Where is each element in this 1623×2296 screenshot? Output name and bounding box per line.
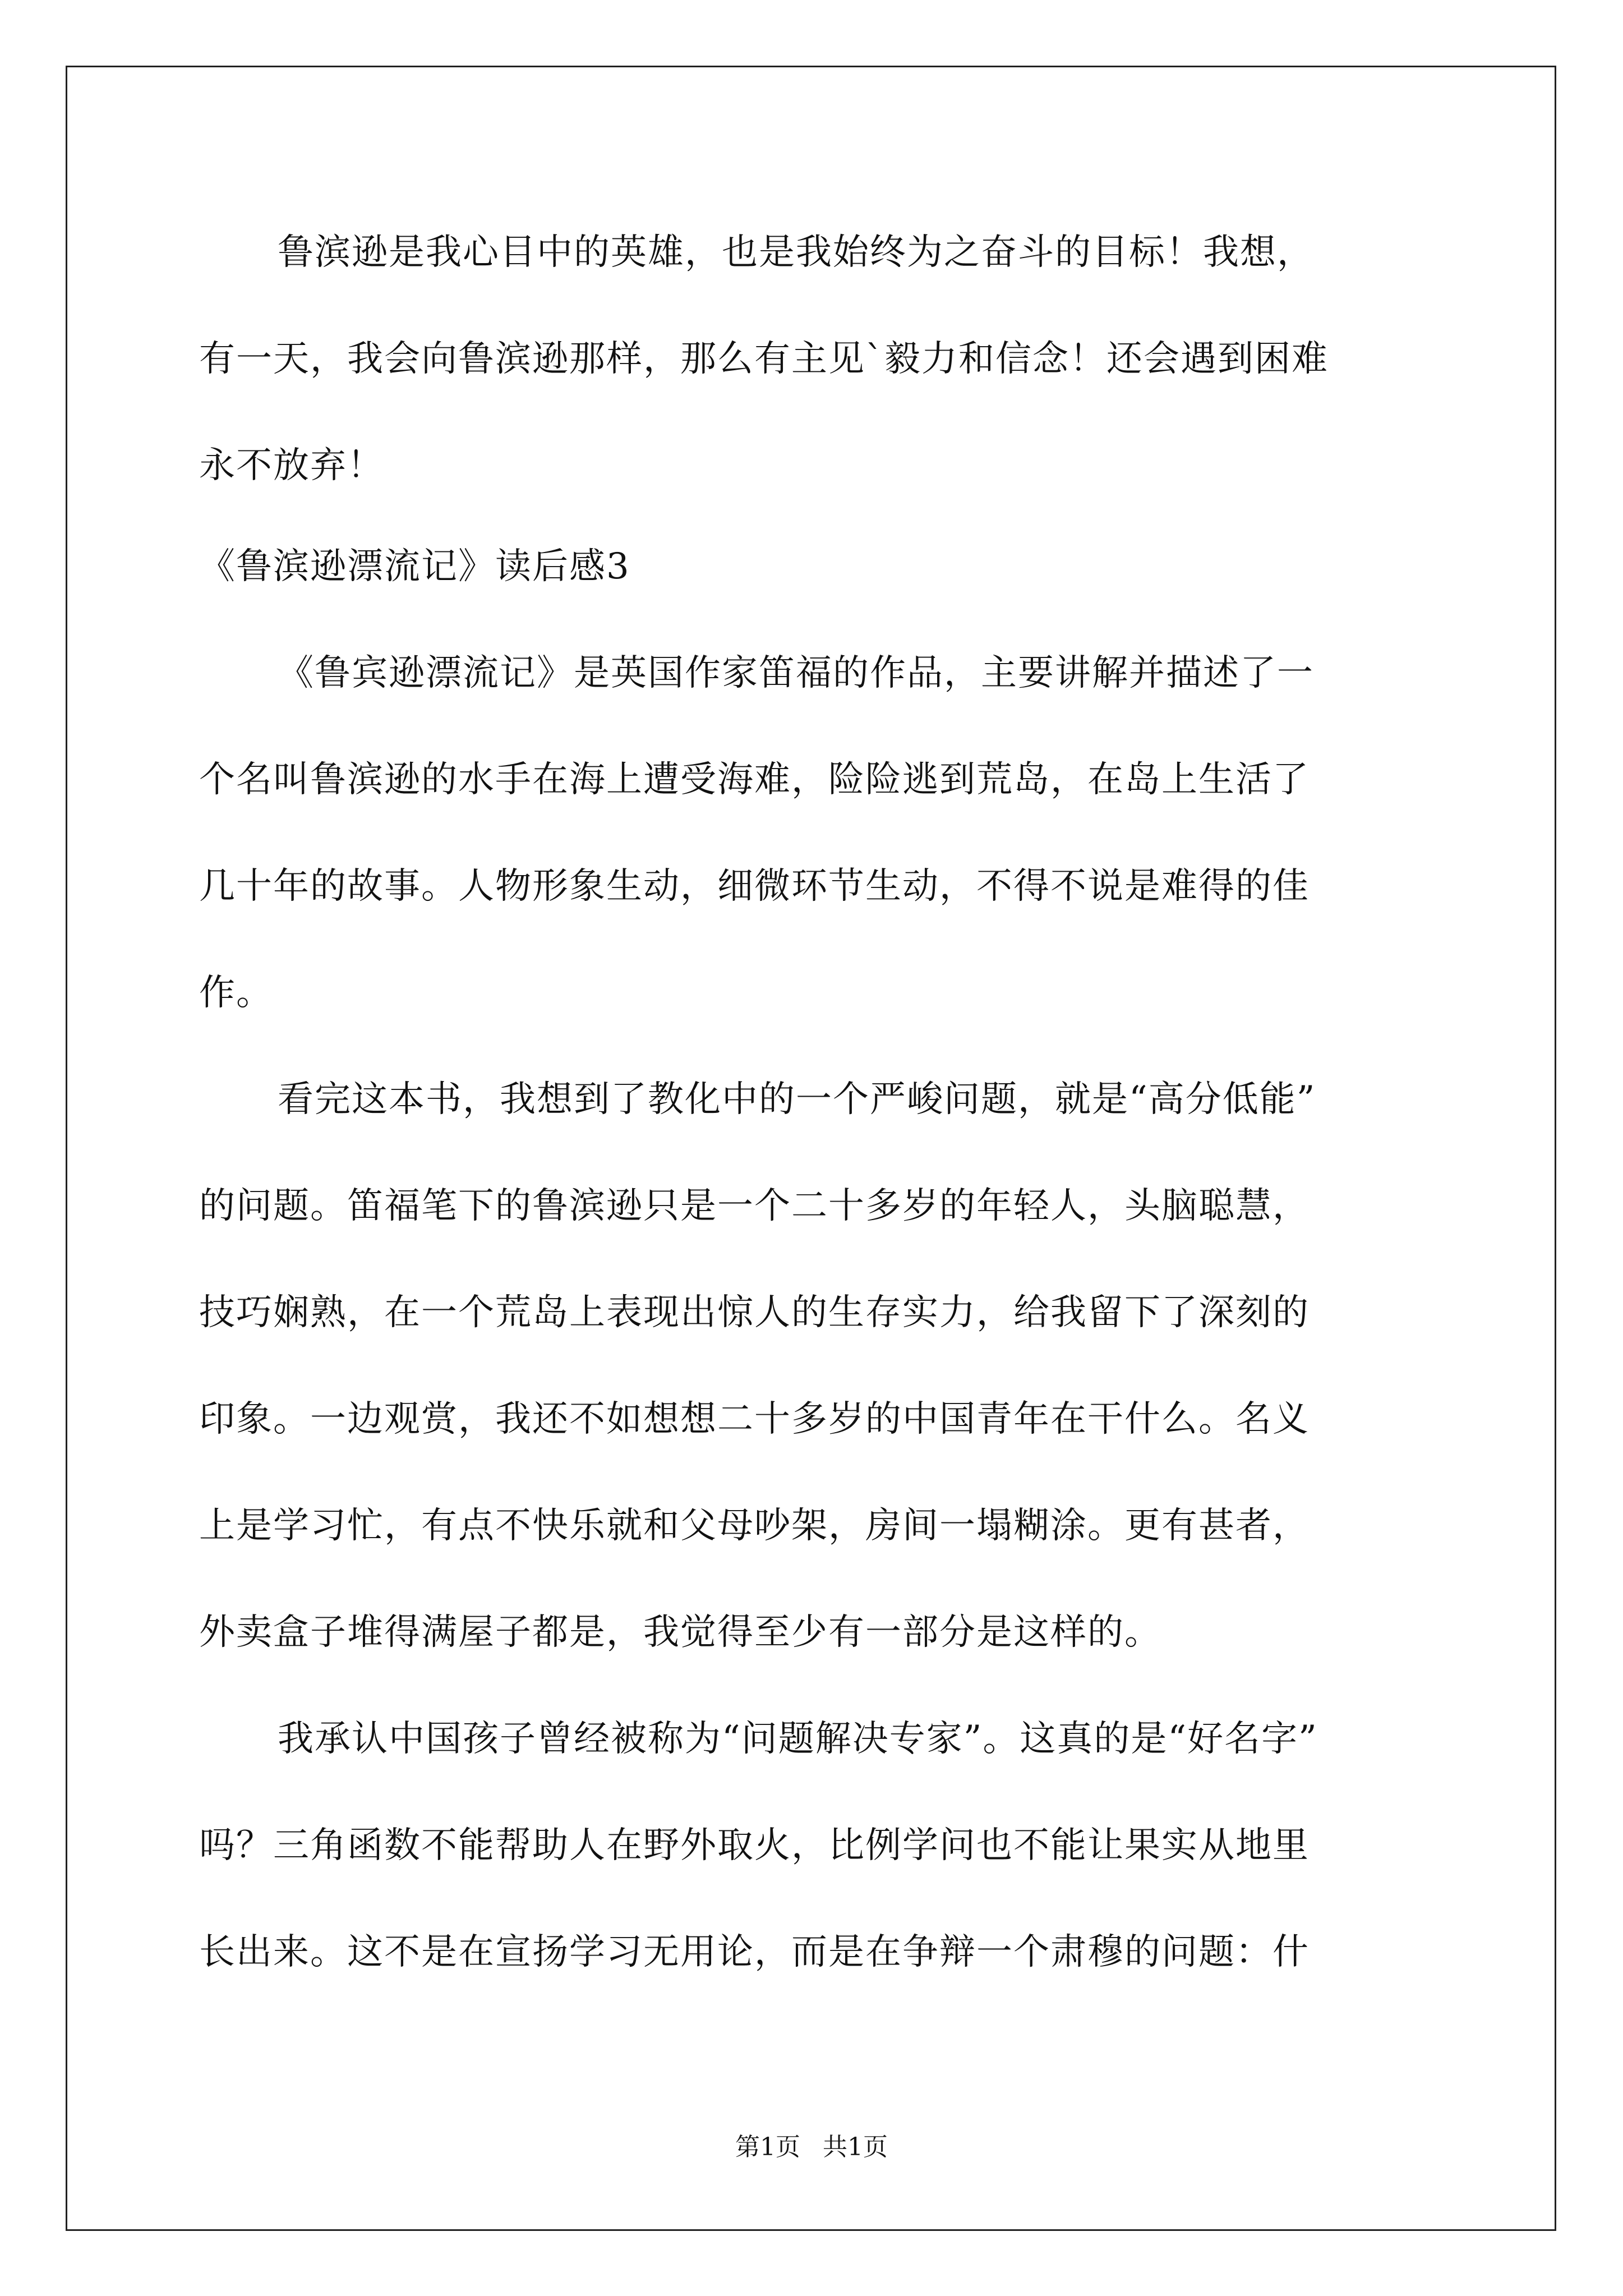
paragraph-line: 个名叫鲁滨逊的水手在海上遭受海难，险险逃到荒岛，在岛上生活了: [199, 759, 1310, 800]
paragraph-line: 印象。一边观赏，我还不如想想二十多岁的中国青年在干什么。名义: [199, 1398, 1310, 1440]
page-total: 共1页: [823, 2133, 888, 2161]
paragraph-line: 有一天，我会向鲁滨逊那样，那么有主见`毅力和信念！还会遇到困难: [199, 338, 1329, 380]
paragraph-line: 看完这本书，我想到了教化中的一个严峻问题，就是“高分低能”: [278, 1079, 1316, 1120]
paragraph-line: 长出来。这不是在宣扬学习无用论，而是在争辩一个肃穆的问题：什: [199, 1931, 1310, 1973]
section-heading: 《鲁滨逊漂流记》读后感3: [199, 546, 630, 587]
paragraph-line: 吗？三角函数不能帮助人在野外取火，比例学问也不能让果实从地里: [199, 1825, 1310, 1866]
paragraph-line: 《鲁宾逊漂流记》是英国作家笛福的作品，主要讲解并描述了一: [278, 652, 1314, 694]
paragraph-line: 技巧娴熟，在一个荒岛上表现出惊人的生存实力，给我留下了深刻的: [199, 1292, 1310, 1333]
paragraph-line: 我承认中国孩子曾经被称为“问题解决专家”。这真的是“好名字”: [278, 1718, 1318, 1760]
page-border: [66, 66, 1556, 2231]
paragraph-line: 的问题。笛福笔下的鲁滨逊只是一个二十多岁的年轻人，头脑聪慧，: [199, 1185, 1310, 1227]
paragraph-line: 几十年的故事。人物形象生动，细微环节生动，不得不说是难得的佳: [199, 866, 1310, 907]
paragraph-line: 永不放弃！: [199, 445, 384, 486]
page-footer: [0, 2132, 1623, 2163]
paragraph-line: 作。: [199, 972, 273, 1014]
paragraph-line: 上是学习忙，有点不快乐就和父母吵架，房间一塌糊涂。更有甚者，: [199, 1505, 1310, 1547]
page-number: 第1页: [735, 2133, 800, 2161]
paragraph-line: 鲁滨逊是我心目中的英雄，也是我始终为之奋斗的目标！我想，: [278, 232, 1314, 273]
paragraph-line: 外卖盒子堆得满屋子都是，我觉得至少有一部分是这样的。: [199, 1612, 1161, 1653]
